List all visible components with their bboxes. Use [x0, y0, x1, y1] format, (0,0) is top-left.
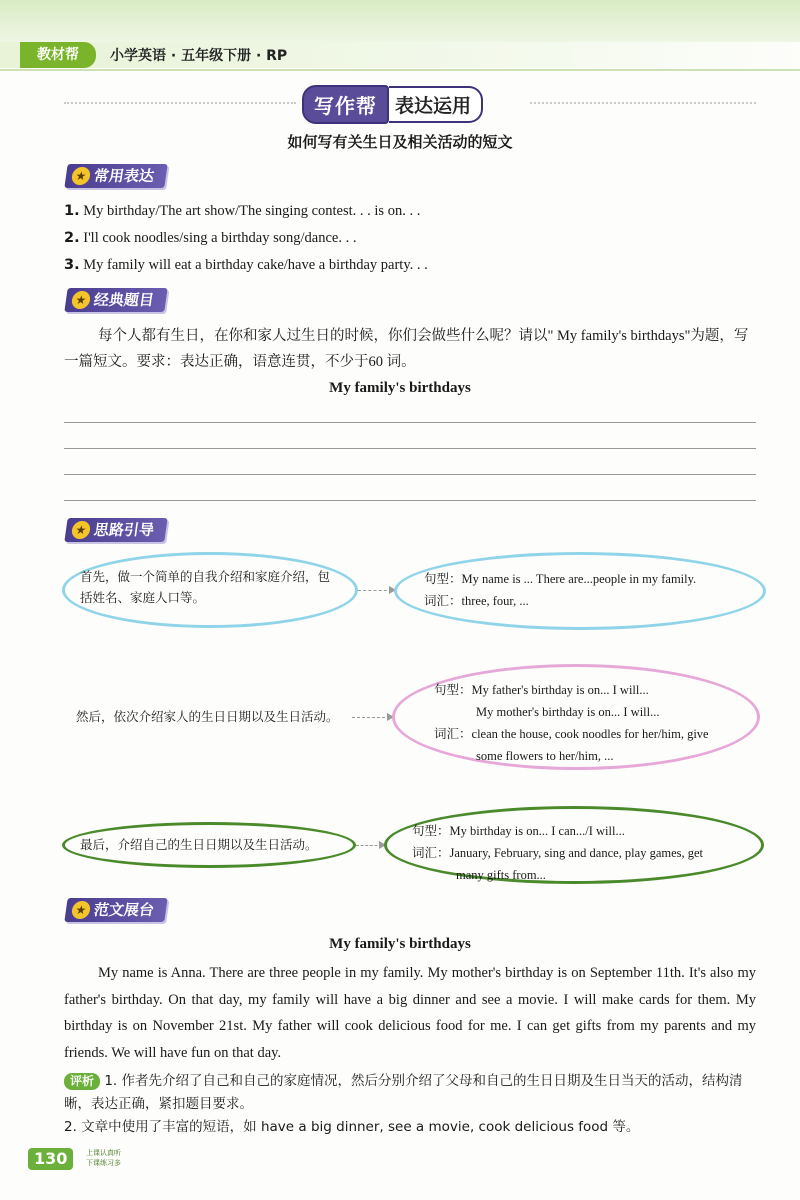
step3-text: 最后，介绍自己的生日日期以及生日活动。	[80, 837, 318, 852]
sample-title: My family's birthdays	[329, 936, 471, 952]
footer-slogan: 上课认真听 下课练习多	[86, 1149, 121, 1167]
analysis-point-2: 2. 文章中使用了丰富的短语，如 have a big dinner, see a movie, cook delicious food 等。	[64, 1119, 640, 1135]
arrow-2	[352, 717, 390, 718]
analysis-badge: 评析	[64, 1073, 100, 1090]
star-icon: ★	[71, 521, 92, 539]
expression-2: 2. I'll cook noodles/sing a birthday song/dance. . .	[64, 230, 357, 246]
page-title	[302, 87, 483, 121]
classic-prompt: 每个人都有生日，在你和家人过生日的时候，你们会做些什么呢？请以" My family's birthdays"为题，写一篇短文。要求：表达正确，语意连贯，不少于60 词。	[64, 328, 749, 370]
page-subtitle: 如何写有关生日及相关活动的短文	[287, 133, 513, 151]
expression-3: 3. My family will eat a birthday cake/have a birthday party. . .	[64, 257, 428, 273]
title-dots-right	[530, 102, 756, 104]
section-tag-expressions: ★ 常用表达	[64, 164, 167, 188]
classic-essay-title: My family's birthdays	[329, 380, 471, 396]
writing-line	[64, 500, 756, 501]
analysis-block: 评析 1. 作者先介绍了自己和自己的家庭情况，然后分别介绍了父母和自己的生日日期及生日当天的活动，结构清晰，表达正确，紧扣题目要求。 2. 文章中使用了丰富的短语，如 have a big dinner, see a movie, cook delicious food 等。	[64, 1070, 764, 1139]
section-tag-thinking: ★ 思路引导	[64, 518, 167, 542]
writing-line	[64, 474, 756, 475]
info2-text: 句型：My father's birthday is on... I will... My mother's birthday is on... I will... 词汇：clean the house, cook noodles for her/him, give some flowers to her/him, ...	[434, 682, 709, 763]
step2-text: 然后，依次介绍家人的生日日期以及生日活动。	[76, 709, 339, 724]
writing-line	[64, 448, 756, 449]
info1-text: 句型：My name is ... There are...people in my family. 词汇：three, four, ...	[424, 571, 697, 608]
book-title: 小学英语 · 五年级下册 · RP	[110, 48, 288, 64]
header-divider	[0, 69, 800, 71]
title-dots-left	[64, 102, 296, 104]
page-number: 130	[28, 1148, 73, 1170]
star-icon: ★	[71, 291, 92, 309]
star-icon: ★	[71, 901, 92, 919]
section-tag-sample: ★ 范文展台	[64, 898, 167, 922]
info3-text: 句型：My birthday is on... I can.../I will... 词汇：January, February, sing and dance, play games, get many gifts from...	[412, 823, 704, 882]
step1-text: 首先，做一个简单的自我介绍和家庭介绍，包括姓名、家庭人口等。	[80, 569, 331, 605]
section-tag-classic: ★ 经典题目	[64, 288, 167, 312]
sample-essay: My name is Anna. There are three people in my family. My mother's birthday is on September 11th. It's also my father's birthday. On that day, my family will have a big dinner and see a movie. I will make cards for them. My birthday is on November 21st. My father will cook delicious food for me. I can get gifts from my parents and my friends. We will have fun on that day.	[64, 965, 756, 1061]
arrow-1	[358, 590, 392, 591]
title-main: 写作帮	[302, 85, 389, 124]
brand-badge: 教材帮	[20, 42, 96, 68]
star-icon: ★	[71, 167, 92, 185]
expression-1: 1. My birthday/The art show/The singing contest. . . is on. . .	[64, 203, 421, 219]
title-sub: 表达运用	[389, 86, 483, 123]
arrow-3	[356, 845, 382, 846]
writing-line	[64, 422, 756, 423]
